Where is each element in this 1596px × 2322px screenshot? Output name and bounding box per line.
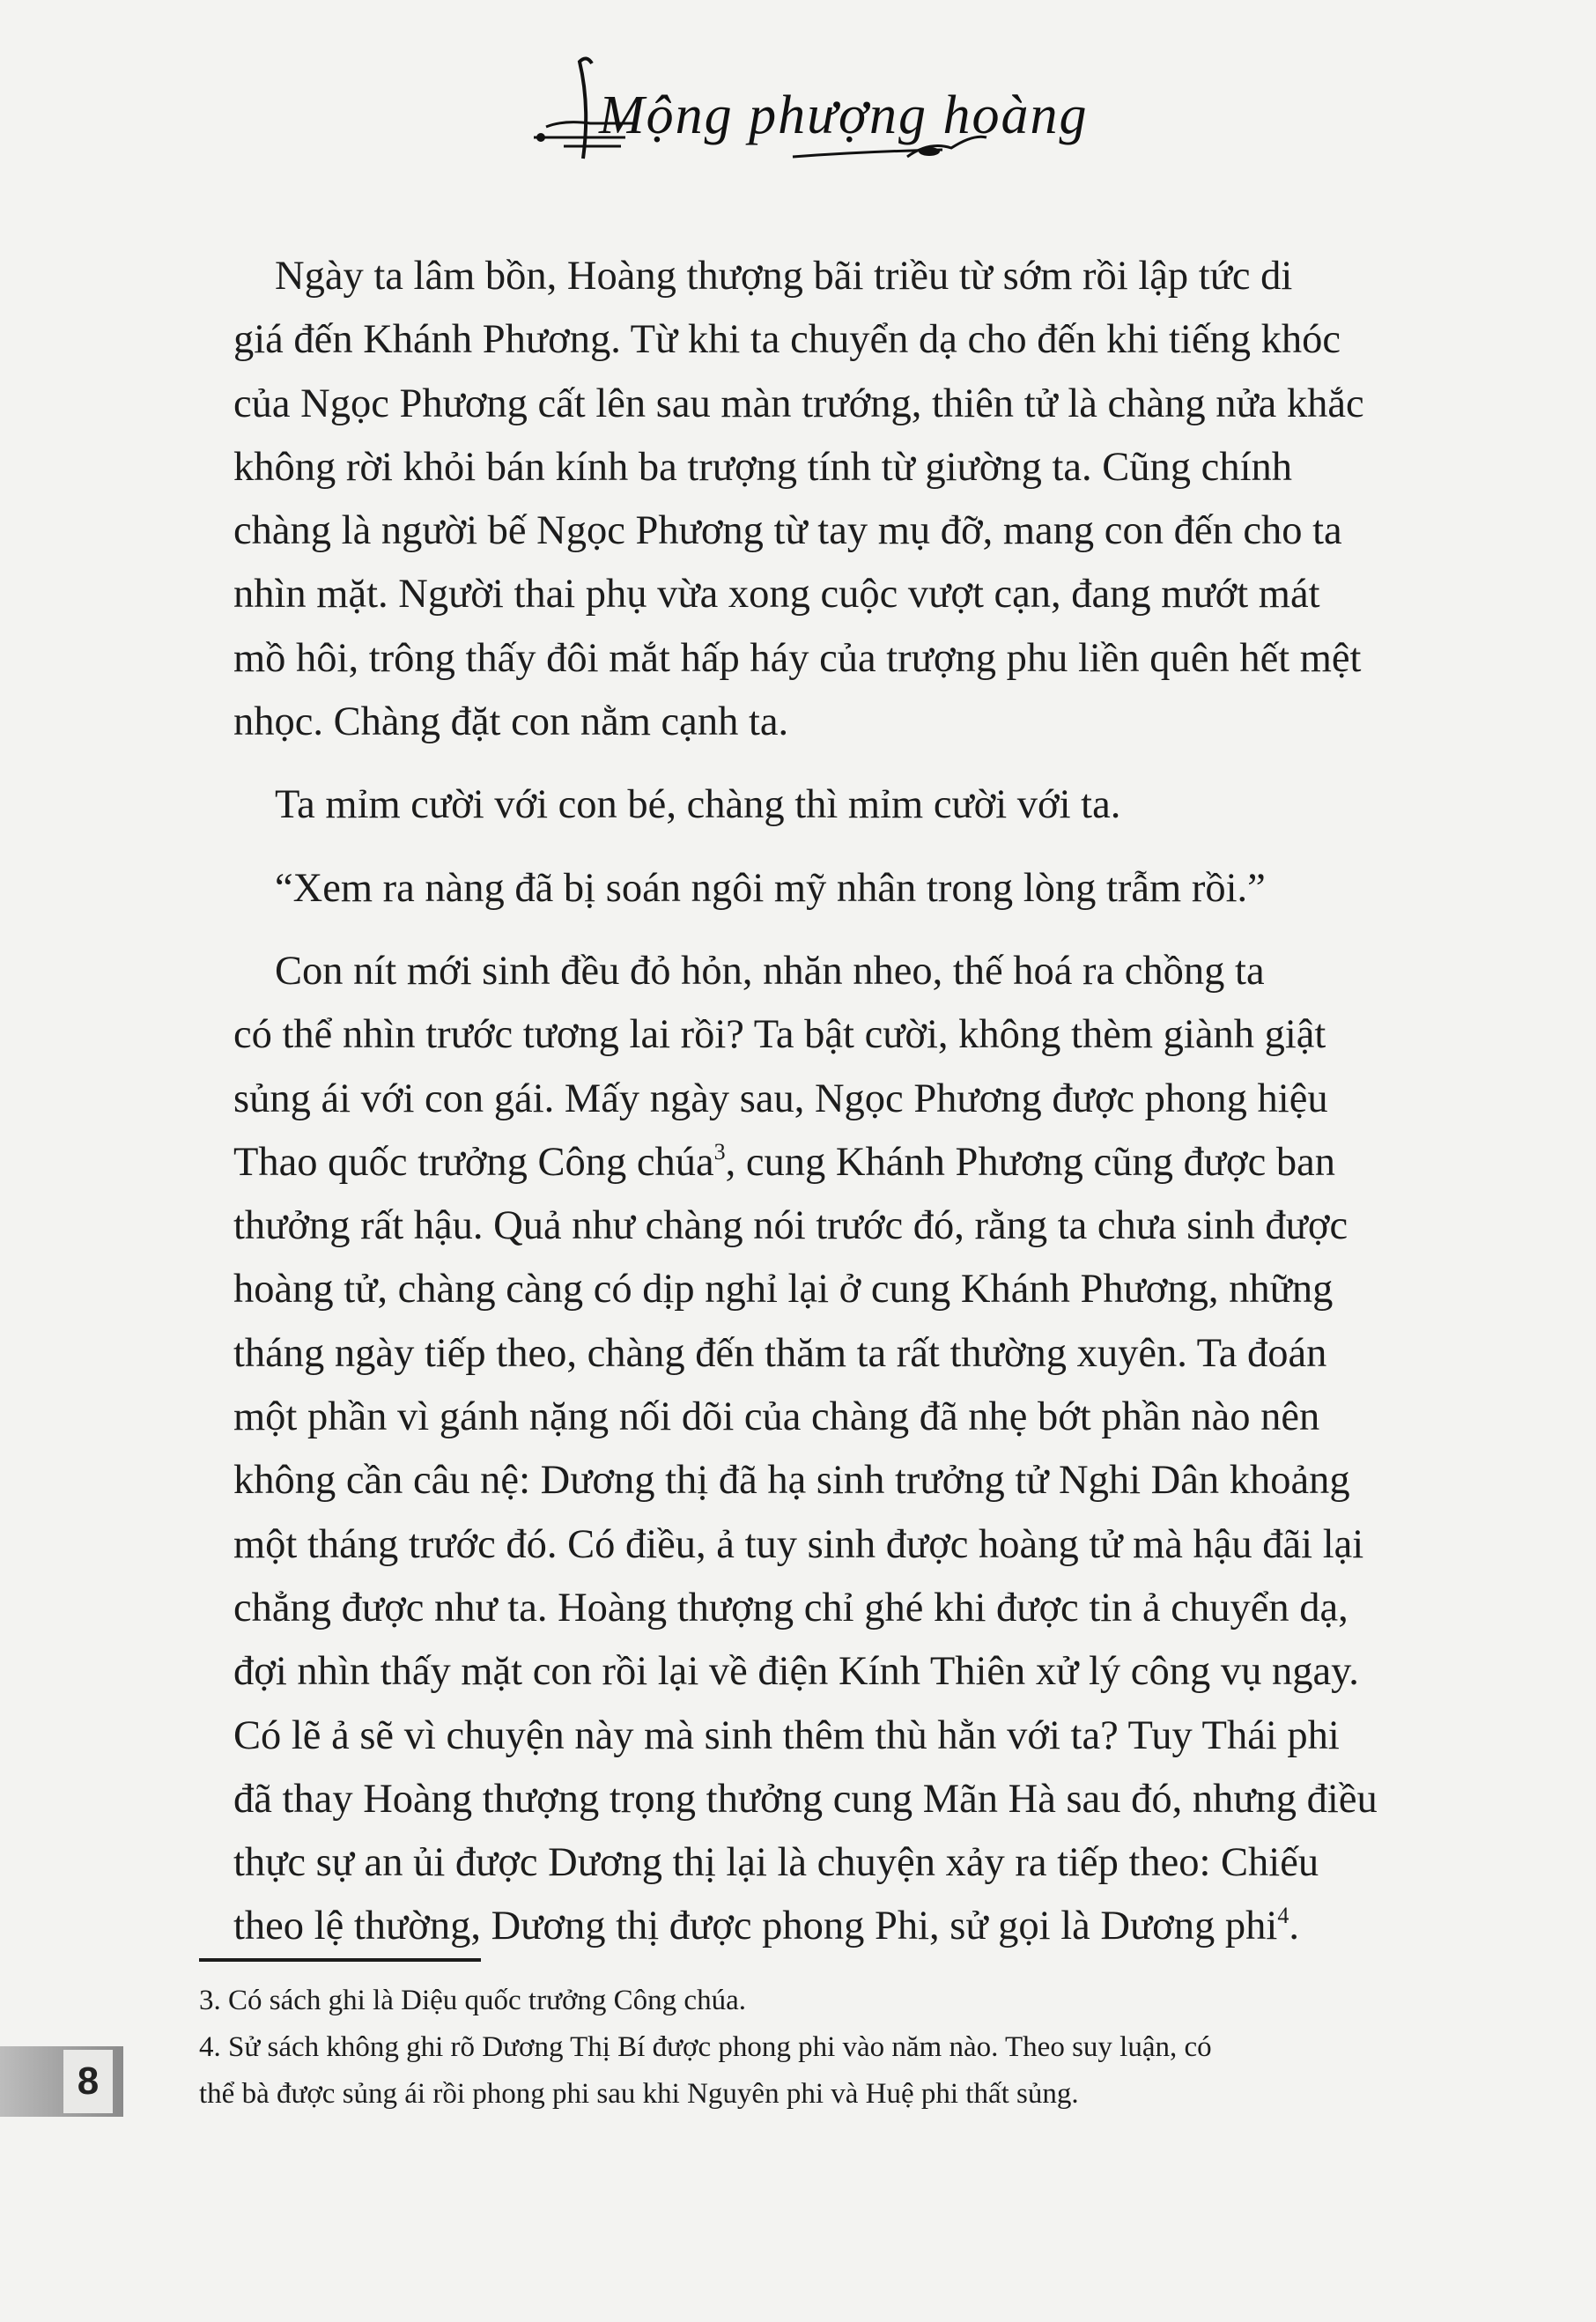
text-line: chẳng được như ta. Hoàng thượng chỉ ghé khi được tin ả chuyển dạ, — [233, 1585, 1348, 1631]
footnote-4: 4. Sử sách không ghi rõ Dương Thị Bí được phong phi vào năm nào. Theo suy luận, có — [199, 2031, 1212, 2063]
text-line: đã thay Hoàng thượng trọng thưởng cung Mãn Hà sau đó, nhưng điều — [233, 1776, 1378, 1822]
text-line: một tháng trước đó. Có điều, ả tuy sinh được hoàng tử mà hậu đãi lại — [233, 1521, 1364, 1567]
paragraph-4 — [233, 940, 1431, 1959]
text-line: “Xem ra nàng đã bị soán ngôi mỹ nhân trong lòng trẫm rồi.” — [275, 865, 1266, 911]
footnote-ref-4: 4 — [1277, 1903, 1289, 1929]
text-line: không rời khỏi bán kính ba trượng tính từ giường ta. Cũng chính — [233, 444, 1292, 490]
footnote-divider — [199, 1958, 481, 1962]
footnote-ref-3: 3 — [713, 1138, 726, 1165]
footnote-3: 3. Có sách ghi là Diệu quốc trưởng Công chúa. — [199, 1985, 746, 2016]
page-number-tab — [0, 2046, 123, 2117]
text-line: Có lẽ ả sẽ vì chuyện này mà sinh thêm thù hằn với ta? Tuy Thái phi — [233, 1712, 1340, 1758]
text-line: sủng ái với con gái. Mấy ngày sau, Ngọc Phương được phong hiệu — [233, 1076, 1328, 1121]
text-line: thưởng rất hậu. Quả như chàng nói trước đó, rằng ta chưa sinh được — [233, 1203, 1348, 1249]
paragraph-1 — [233, 245, 1431, 754]
running-header — [528, 53, 1089, 167]
text-line: tháng ngày tiếp theo, chàng đến thăm ta rất thường xuyên. Ta đoán — [233, 1330, 1327, 1376]
text-line: một phần vì gánh nặng nối dõi của chàng đã nhẹ bớt phần nào nên — [233, 1394, 1320, 1440]
text-line: thực sự an ủi được Dương thị lại là chuyện xảy ra tiếp theo: Chiếu — [233, 1840, 1319, 1886]
text-line — [233, 1131, 1431, 1194]
text-line: nhọc. Chàng đặt con nằm cạnh ta. — [233, 699, 789, 745]
text-line: của Ngọc Phương cất lên sau màn trướng, thiên tử là chàng nửa khắc — [233, 381, 1364, 426]
text-line: có thể nhìn trước tương lai rồi? Ta bật cười, không thèm giành giật — [233, 1012, 1326, 1058]
footnote-4-continued: thể bà được sủng ái rồi phong phi sau khi Nguyên phi và Huệ phi thất sủng. — [199, 2078, 1079, 2110]
footnotes — [199, 1978, 1432, 2118]
text-line: Ngày ta lâm bồn, Hoàng thượng bãi triều từ sớm rồi lập tức di — [275, 254, 1293, 299]
text-line — [233, 1895, 1431, 1958]
text-line: hoàng tử, chàng càng có dịp nghỉ lại ở cung Khánh Phương, những — [233, 1267, 1334, 1313]
text-line: không cần câu nệ: Dương thị đã hạ sinh trưởng tử Nghi Dân khoảng — [233, 1458, 1350, 1504]
text-segment: . — [1289, 1904, 1299, 1949]
text-line: Con nít mới sinh đều đỏ hỏn, nhăn nheo, thế hoá ra chồng ta — [275, 948, 1265, 994]
paragraph-3 — [233, 857, 1431, 921]
text-segment: Thao quốc trưởng Công chúa — [233, 1139, 714, 1185]
body-text — [233, 245, 1431, 1959]
page-number-box — [63, 2050, 113, 2113]
text-line: giá đến Khánh Phương. Từ khi ta chuyển dạ cho đến khi tiếng khóc — [233, 317, 1341, 363]
text-line: Ta mỉm cười với con bé, chàng thì mỉm cười với ta. — [275, 782, 1121, 828]
page-number: 8 — [77, 2059, 100, 2103]
text-line: mồ hôi, trông thấy đôi mắt hấp háy của trượng phu liền quên hết mệt — [233, 635, 1362, 681]
text-line: nhìn mặt. Người thai phụ vừa xong cuộc vượt cạn, đang mướt mát — [233, 572, 1320, 617]
text-line: chàng là người bế Ngọc Phương từ tay mụ đỡ, mang con đến cho ta — [233, 508, 1342, 554]
text-segment: theo lệ thường, Dương thị được phong Phi, sử gọi là Dương phi — [233, 1904, 1278, 1949]
paragraph-2 — [233, 773, 1431, 837]
text-segment: , cung Khánh Phương cũng được ban — [725, 1139, 1336, 1185]
text-line: đợi nhìn thấy mặt con rồi lại về điện Kính Thiên xử lý công vụ ngay. — [233, 1649, 1359, 1695]
book-title: Mộng phượng hoàng — [599, 85, 1089, 145]
